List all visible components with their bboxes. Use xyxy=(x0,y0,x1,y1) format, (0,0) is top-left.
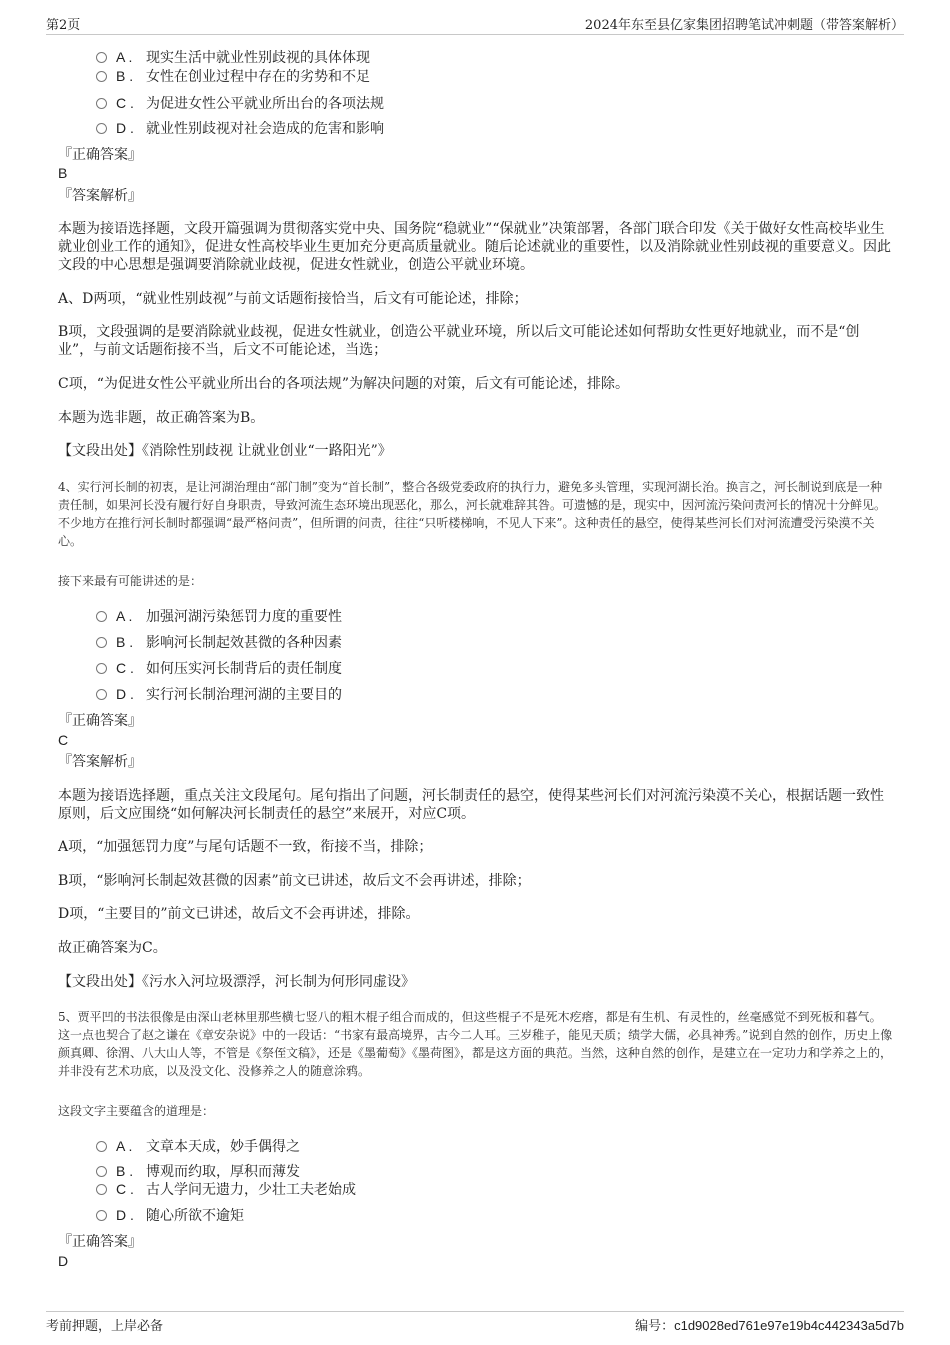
footer-code xyxy=(635,1315,904,1334)
q4-stem: 4、实行河长制的初衷，是让河湖治理由“部门制”变为“首长制”，整合各级党委政府的执行力，避免多头管理，实现河湖长治。换言之，河长制说到底是一种责任制，如果河长没有履行好自身职责，导致河流生态环境出现恶化，那么，河长就难辞其咎。可遗憾的是，现实中，因河流污染问责河长的情况十分鲜见。不少地方在推行河长制时都强调“最严格问责”，但所谓的问责，往往“只听楼梯响，不见人下来”。这种责任的悬空，使得某些河长们对河流遭受污染漠不关心。 xyxy=(58,480,887,548)
radio-icon[interactable] xyxy=(96,123,107,134)
q4-analysis-b: B项，“影响河长制起效甚微的因素”前文已讲述，故后文不会再讲述，排除； xyxy=(58,873,531,889)
q3-analysis-c: C项，“为促进女性公平就业所出台的各项法规”为解决问题的对策，后文有可能论述，排除。 xyxy=(58,376,630,392)
q4-source: 【文段出处】《污水入河垃圾漂浮，河长制为何形同虚设》 xyxy=(58,974,415,990)
q3-answer: B xyxy=(58,165,68,181)
q3-source: 【文段出处】《消除性别歧视 让就业创业“一路阳光”》 xyxy=(58,443,392,459)
q4-analysis-intro: 本题为接语选择题，重点关注文段尾句。尾句指出了问题，河长制责任的悬空，使得某些河长们对河流污染漠不关心，根据话题一致性原则，后文应围绕“如何解决河长制责任的悬空”来展开，对应C项。 xyxy=(58,788,884,822)
q5-stem: 5、贾平凹的书法很像是由深山老林里那些横七竖八的粗木棍子组合而成的，但这些棍子不是死木疙瘩，都是有生机、有灵性的，丝毫感觉不到死板和暮气。这一点也契合了赵之谦在《章安杂说》中的一段话：“书家有最高境界，古今二人耳。三岁稚子，能见天质；绩学大儒，必具神秀。”说到自然的创作，历史上像颜真卿、徐渭、八大山人等，不管是《祭侄文稿》，还是《墨葡萄》《墨荷图》，都是这方面的典范。当然，这种自然的创作，是建立在一定功力和学养之上的，并非没有艺术功底，以及没文化、没修养之人的随意涂鸦。 xyxy=(58,1010,893,1078)
radio-icon[interactable] xyxy=(96,71,107,82)
q3-analysis-ad: A、D两项，“就业性别歧视”与前文话题衔接恰当，后文有可能论述，排除； xyxy=(58,291,528,307)
analysis-label: 『答案解析』 xyxy=(58,754,142,770)
q5-option-b[interactable]: B . 博观而约取，厚积而薄发 xyxy=(96,1162,300,1181)
q4-answer: C xyxy=(58,732,69,748)
q5-lead: 这段文字主要蕴含的道理是： xyxy=(58,1104,215,1118)
footer-code-value: c1d9028ed761e97e19b4c442343a5d7b xyxy=(674,1318,904,1333)
radio-icon[interactable] xyxy=(96,637,107,648)
q4-lead: 接下来最有可能讲述的是： xyxy=(58,574,203,588)
q5-option-a[interactable]: A . 文章本天成，妙手偶得之 xyxy=(96,1137,300,1156)
q3-option-b[interactable]: B . 女性在创业过程中存在的劣势和不足 xyxy=(96,67,370,86)
q4-option-a[interactable]: A . 加强河湖污染惩罚力度的重要性 xyxy=(96,607,342,626)
radio-icon[interactable] xyxy=(96,1184,107,1195)
radio-icon[interactable] xyxy=(96,689,107,700)
q3-analysis-intro: 本题为接语选择题，文段开篇强调为贯彻落实党中央、国务院“稳就业”“保就业”决策部署，各部门联合印发《关于做好女性高校毕业生就业创业工作的通知》，促进女性高校毕业生更加充分更高质量就业。随后论述就业的重要性，以及消除就业性别歧视的重要意义。因此文段的中心思想是强调要消除就业歧视，促进女性就业，创造公平就业环境。 xyxy=(58,221,891,273)
correct-answer-label: 『正确答案』 xyxy=(58,713,142,729)
q5-option-c[interactable]: C . 古人学问无遗力，少壮工夫老始成 xyxy=(96,1180,356,1199)
radio-icon[interactable] xyxy=(96,52,107,63)
q4-analysis-conclusion: 故正确答案为C。 xyxy=(58,940,167,956)
q4-analysis-d: D项，“主要目的”前文已讲述，故后文不会再讲述，排除。 xyxy=(58,906,420,922)
radio-icon[interactable] xyxy=(96,611,107,622)
analysis-label: 『答案解析』 xyxy=(58,188,142,204)
q3-option-c[interactable]: C . 为促进女性公平就业所出台的各项法规 xyxy=(96,94,384,113)
footer-code-label: 编号： xyxy=(635,1319,675,1334)
q3-analysis-b: B项，文段强调的是要消除就业歧视，促进女性就业，创造公平就业环境，所以后文可能论述如何帮助女性更好地就业，而不是“创业”，与前文话题衔接不当，后文不可能论述，当选； xyxy=(58,324,860,358)
q5-answer: D xyxy=(58,1253,69,1269)
q5-option-d[interactable]: D . 随心所欲不逾矩 xyxy=(96,1206,244,1225)
radio-icon[interactable] xyxy=(96,1141,107,1152)
radio-icon[interactable] xyxy=(96,1210,107,1221)
page-header xyxy=(46,14,904,35)
q4-analysis-a: A项，“加强惩罚力度”与尾句话题不一致，衔接不当，排除； xyxy=(58,839,433,855)
q4-option-d[interactable]: D . 实行河长制治理河湖的主要目的 xyxy=(96,685,342,704)
document-title: 2024年东至县亿家集团招聘笔试冲刺题（带答案解析） xyxy=(584,18,904,33)
radio-icon[interactable] xyxy=(96,663,107,674)
q4-option-c[interactable]: C . 如何压实河长制背后的责任制度 xyxy=(96,659,342,678)
q3-analysis-conclusion: 本题为选非题，故正确答案为B。 xyxy=(58,410,265,426)
q3-option-a[interactable]: A . 现实生活中就业性别歧视的具体体现 xyxy=(96,48,370,67)
correct-answer-label: 『正确答案』 xyxy=(58,147,142,163)
radio-icon[interactable] xyxy=(96,98,107,109)
footer-slogan: 考前押题，上岸必备 xyxy=(46,1319,164,1334)
correct-answer-label: 『正确答案』 xyxy=(58,1234,142,1250)
q4-option-b[interactable]: B . 影响河长制起效甚微的各种因素 xyxy=(96,633,342,652)
page-footer xyxy=(46,1311,904,1335)
page-number: 第2页 xyxy=(46,18,81,33)
radio-icon[interactable] xyxy=(96,1166,107,1177)
q3-option-d[interactable]: D . 就业性别歧视对社会造成的危害和影响 xyxy=(96,119,384,138)
